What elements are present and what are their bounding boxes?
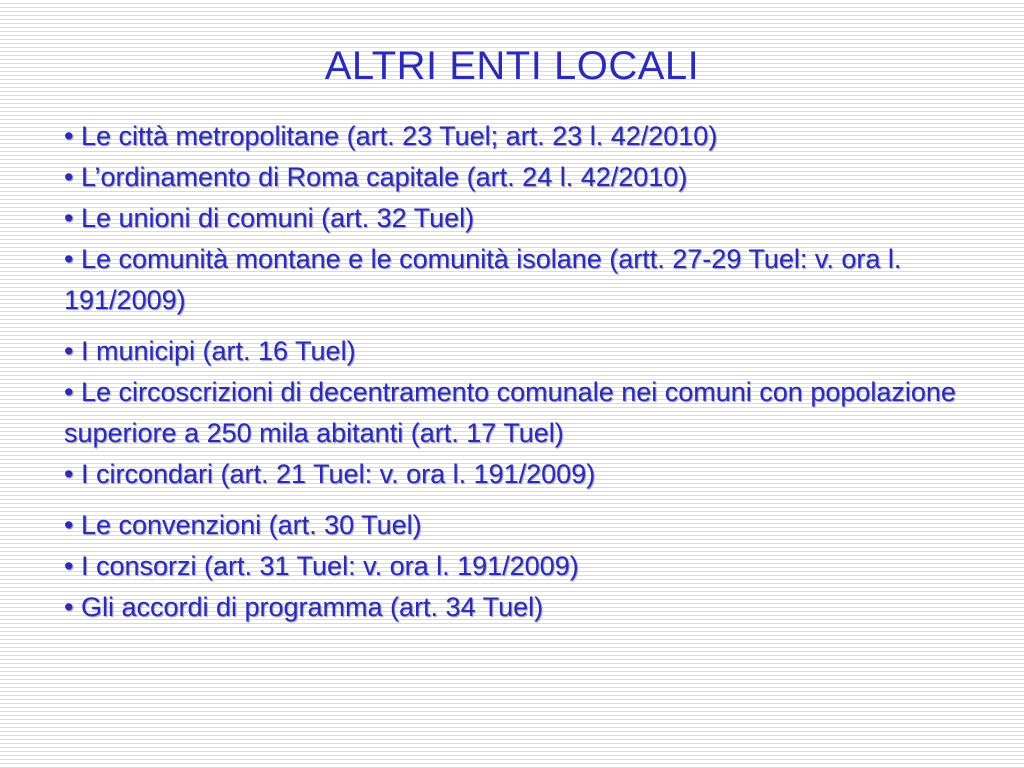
bullet-item: • Le convenzioni (art. 30 Tuel): [64, 510, 422, 540]
bullet-item: • Le circoscrizioni di decentramento comunale nei comuni con popolazione superiore a 250 mila abitanti (art. 17 Tuel): [64, 377, 956, 448]
bullet-item: • Le città metropolitane (art. 23 Tuel; art. 23 l. 42/2010): [64, 121, 718, 151]
bullet-item: • Le comunità montane e le comunità isolane (artt. 27-29 Tuel: v. ora l. 191/2009): [64, 244, 902, 315]
bullet-item: • I circondari (art. 21 Tuel: v. ora l. 191/2009): [64, 459, 596, 489]
slide-title: ALTRI ENTI LOCALI: [324, 44, 700, 88]
bullet-group-2: [64, 331, 964, 495]
bullet-item: • Gli accordi di programma (art. 34 Tuel): [64, 592, 544, 622]
bullet-group-1: [64, 116, 964, 321]
bullet-item: • L’ordinamento di Roma capitale (art. 24 l. 42/2010): [64, 162, 688, 192]
bullet-item: • I municipi (art. 16 Tuel): [64, 336, 356, 366]
bullet-group-3: [64, 505, 964, 628]
slide-body: [64, 116, 964, 628]
bullet-item: • Le unioni di comuni (art. 32 Tuel): [64, 203, 475, 233]
bullet-item: • I consorzi (art. 31 Tuel: v. ora l. 191/2009): [64, 551, 579, 581]
